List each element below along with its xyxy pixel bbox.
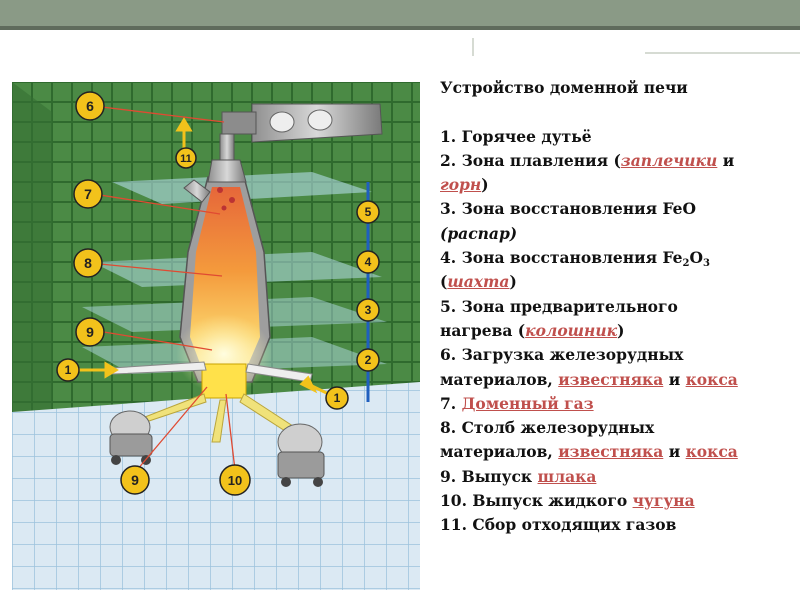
blast-furnace-diagram <box>12 82 420 590</box>
badge-9-bottom <box>121 466 149 494</box>
badge-3 <box>357 299 379 321</box>
legend-item-8: 8. Столб железорудных <box>440 418 655 438</box>
link-zaplechiki[interactable]: заплечики <box>620 150 718 170</box>
badge-9-top-text: 9 <box>86 324 94 340</box>
badge-2 <box>357 349 379 371</box>
top-bar-shadow <box>0 26 800 30</box>
link-domennyi-gaz[interactable]: Доменный газ <box>461 393 594 413</box>
badge-5 <box>357 201 379 223</box>
decorative-rule <box>645 52 800 54</box>
badge-1-right-text: 1 <box>333 391 341 405</box>
badge-3-text: 3 <box>364 303 372 317</box>
badge-1-left-text: 1 <box>64 363 72 377</box>
link-koks-6[interactable]: кокса <box>685 369 738 389</box>
badge-5-text: 5 <box>364 205 372 219</box>
legend-item-9: 9. Выпуск шлака <box>440 466 597 486</box>
legend-title: Устройство доменной печи <box>440 78 688 97</box>
legend-item-10: 10. Выпуск жидкого чугуна <box>440 491 695 511</box>
badge-4-text: 4 <box>364 255 372 269</box>
badge-11-text: 11 <box>180 153 192 165</box>
legend-item-2: 2. Зона плавления (заплечики и <box>440 150 735 170</box>
legend-item-7: 7. Доменный газ <box>440 393 594 413</box>
link-shlak[interactable]: шлака <box>537 466 597 486</box>
badge-9-bottom-text: 9 <box>131 472 139 488</box>
badge-11 <box>176 148 196 168</box>
badge-6 <box>76 92 104 120</box>
legend-item-6: 6. Загрузка железорудных <box>440 345 684 365</box>
link-shakhta[interactable]: шахта <box>447 272 510 292</box>
link-gorn[interactable]: горн <box>440 175 482 195</box>
legend-item-5: 5. Зона предварительного <box>440 296 678 316</box>
badge-4 <box>357 251 379 273</box>
badge-1-left <box>57 359 79 381</box>
link-izvestnyak-6[interactable]: известняка <box>558 369 664 389</box>
legend-item-1: 1. Горячее дутьё <box>440 126 592 146</box>
tile-floor <box>12 382 420 590</box>
top-bar <box>0 0 800 26</box>
legend-text: Устройство доменной печи 1. Горячее дутьё 2. Зона плавления (заплечики и горн) 3. Зона восстановления FeO (распар) 4. Зона восстановления $Fe_2O_3$ (шахта) 5. Зона предварительного нагрева (колошник) 6. Загрузка железорудных материалов, известняка и кокса 7. Доменный газ 8. Столб железорудных материалов, известняка и кокса 9. Выпуск шлака 10. Выпуск жидкого чугуна 11. Сбор отходящих газов <box>440 76 790 538</box>
badge-8 <box>74 249 102 277</box>
link-koloshnik[interactable]: колошник <box>525 320 618 340</box>
badge-7 <box>74 180 102 208</box>
badge-7-text: 7 <box>84 186 92 202</box>
decorative-rule-vertical <box>472 38 474 56</box>
badge-8-text: 8 <box>84 255 92 271</box>
legend-item-4: 4. Зона восстановления $Fe_2O_3$ <box>440 248 710 270</box>
link-izvestnyak-8[interactable]: известняка <box>558 442 664 462</box>
legend-item-11: 11. Сбор отходящих газов <box>440 515 677 535</box>
badge-6-text: 6 <box>86 98 94 114</box>
badge-2-text: 2 <box>364 353 372 367</box>
link-koks-8[interactable]: кокса <box>685 442 738 462</box>
badge-1-right <box>326 387 348 409</box>
badge-10-text: 10 <box>227 473 243 488</box>
badge-9-top <box>76 318 104 346</box>
link-chugun[interactable]: чугуна <box>632 491 695 511</box>
badge-10 <box>220 465 250 495</box>
legend-item-3: 3. Зона восстановления FeO <box>440 199 696 219</box>
